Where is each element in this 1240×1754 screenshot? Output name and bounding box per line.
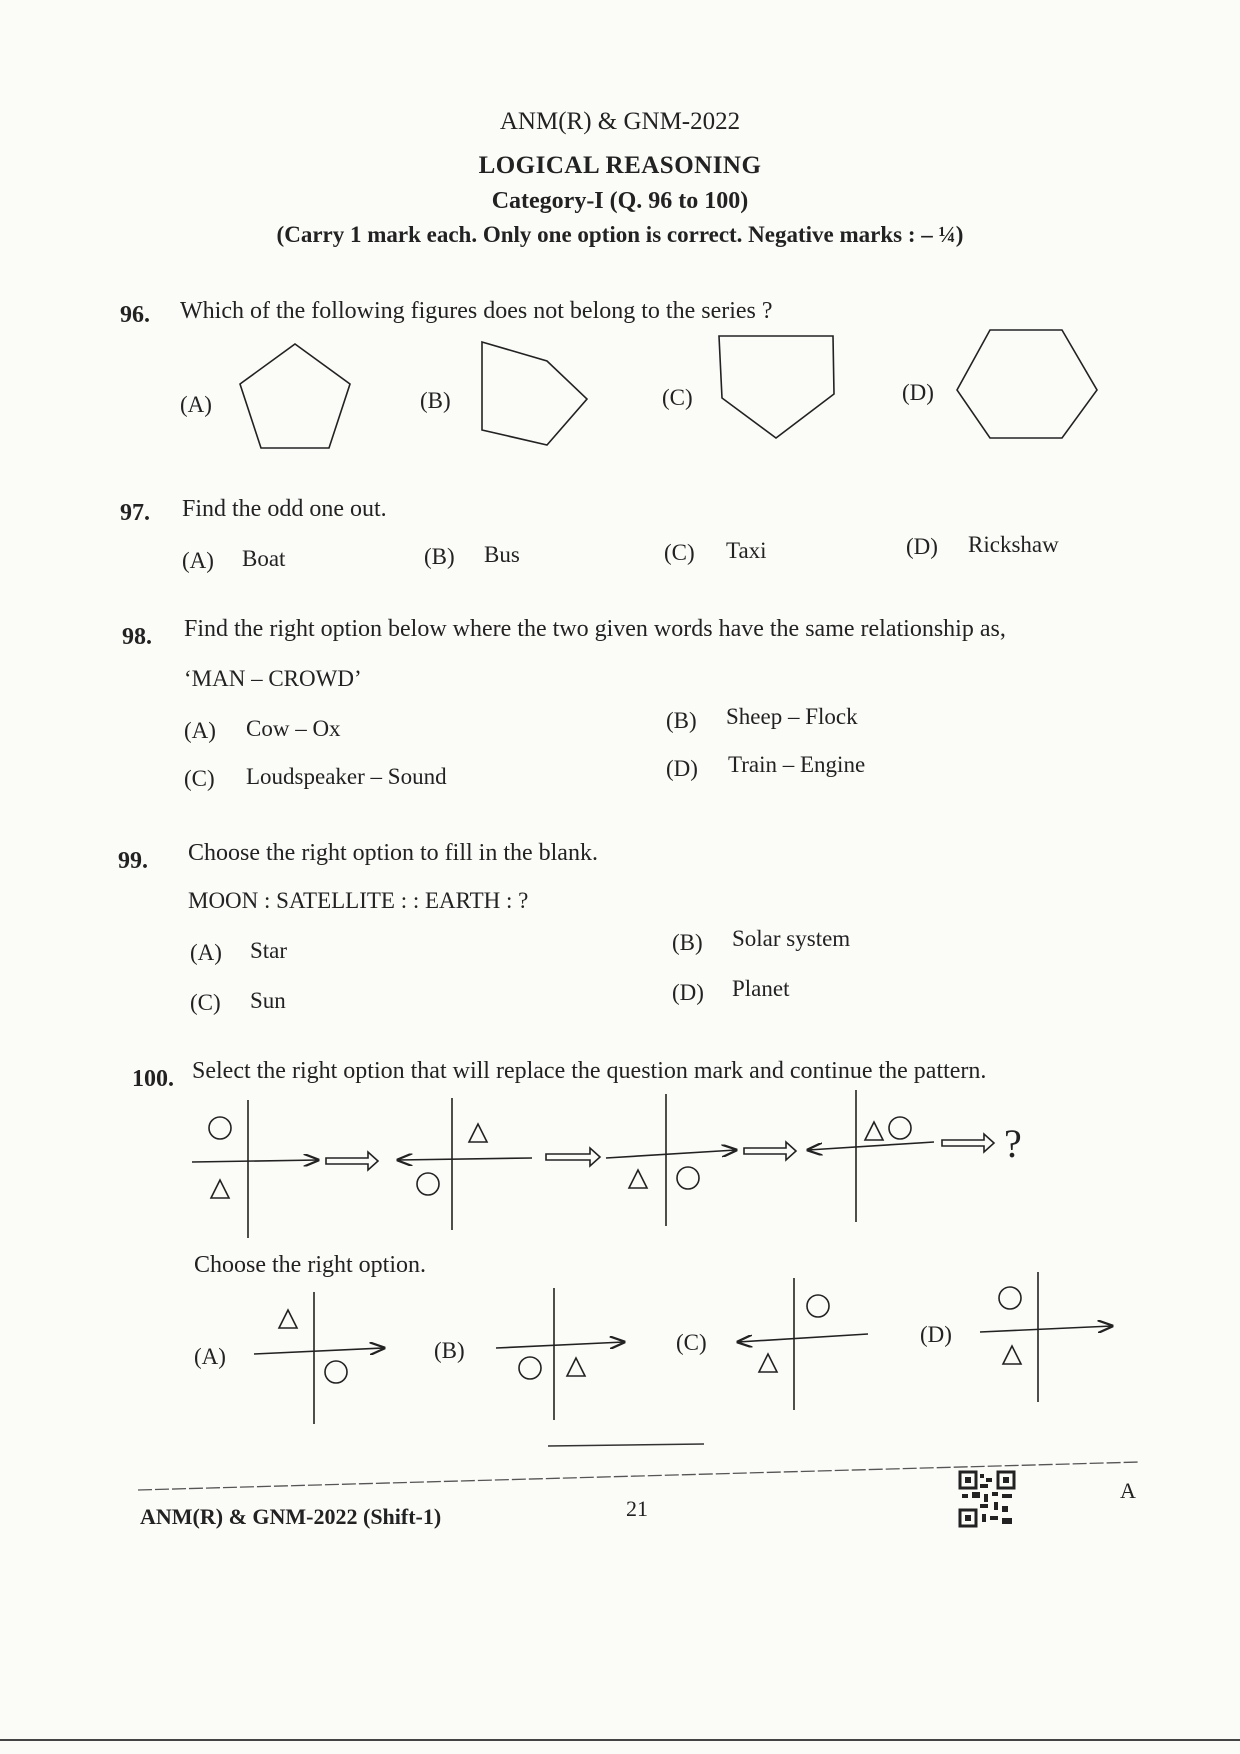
q97-text: Find the odd one out. (182, 496, 387, 522)
q99-option-d-label: (D) (672, 980, 704, 1005)
instructions: (Carry 1 mark each. Only one option is correct. Negative marks : – ¼) (276, 222, 964, 247)
q97-option-d-text: Rickshaw (968, 532, 1059, 557)
subject-title: LOGICAL REASONING (478, 152, 762, 179)
q97-option-b-label: (B) (424, 544, 455, 569)
q97-option-d-label: (D) (906, 534, 938, 559)
category-title: Category-I (Q. 96 to 100) (491, 188, 749, 214)
q96-label-d: (D) (902, 380, 934, 405)
qr-code-icon (958, 1470, 1016, 1528)
q96-text: Which of the following figures does not belong to the series ? (180, 298, 773, 324)
page-number: 21 (626, 1496, 648, 1521)
option-figure-b (496, 1288, 624, 1420)
option-figure-a (254, 1292, 384, 1424)
q100-label-b: (B) (434, 1338, 465, 1363)
exam-title: ANM(R) & GNM-2022 (499, 108, 741, 135)
q99-option-a-text: Star (250, 938, 288, 963)
q97-number: 97. (120, 500, 150, 526)
q99-option-b-text: Solar system (732, 926, 851, 951)
q99-option-d-text: Planet (732, 976, 790, 1001)
end-rule (548, 1444, 704, 1446)
q99-analogy: MOON : SATELLITE : : EARTH : ? (188, 888, 529, 913)
q99-text: Choose the right option to fill in the blank. (188, 840, 598, 866)
q98-option-b-text: Sheep – Flock (726, 704, 858, 729)
q98-option-c-label: (C) (184, 766, 215, 791)
q100-text: Select the right option that will replace the question mark and continue the pattern. (192, 1058, 987, 1084)
q100-label-c: (C) (676, 1330, 707, 1355)
q97-option-a-label: (A) (182, 548, 214, 573)
q99-option-a-label: (A) (190, 940, 222, 965)
q98-number: 98. (122, 624, 152, 650)
q98-option-d-text: Train – Engine (728, 752, 866, 777)
q98-option-c-text: Loudspeaker – Sound (246, 764, 447, 789)
q98-text: Find the right option below where the two given words have the same relationship as, (184, 616, 1006, 642)
q100-label-a: (A) (194, 1344, 226, 1369)
q96-number: 96. (120, 302, 150, 328)
q98-option-b-label: (B) (666, 708, 697, 733)
q100-number: 100. (132, 1066, 174, 1092)
booklet-set: A (1120, 1478, 1136, 1503)
q100-choose-text: Choose the right option. (194, 1252, 426, 1278)
q98-option-a-text: Cow – Ox (246, 716, 341, 741)
q99-option-c-text: Sun (250, 988, 286, 1013)
question-mark: ? (1004, 1121, 1022, 1166)
option-figure-c (738, 1278, 868, 1410)
q98-option-a-label: (A) (184, 718, 216, 743)
q97-option-c-text: Taxi (726, 538, 767, 563)
q97-option-b-text: Bus (484, 542, 520, 567)
q99-number: 99. (118, 848, 148, 874)
q98-pair: ‘MAN – CROWD’ (184, 666, 362, 691)
q99-option-b-label: (B) (672, 930, 703, 955)
q98-option-d-label: (D) (666, 756, 698, 781)
q96-label-a: (A) (180, 392, 212, 417)
q97-option-c-label: (C) (664, 540, 695, 565)
footer-exam-shift: ANM(R) & GNM-2022 (Shift-1) (140, 1504, 442, 1529)
q97-option-a-text: Boat (242, 546, 286, 571)
q99-option-c-label: (C) (190, 990, 221, 1015)
q96-label-c: (C) (662, 385, 693, 410)
q100-label-d: (D) (920, 1322, 952, 1347)
option-figure-d (980, 1272, 1112, 1402)
q96-label-b: (B) (420, 388, 451, 413)
